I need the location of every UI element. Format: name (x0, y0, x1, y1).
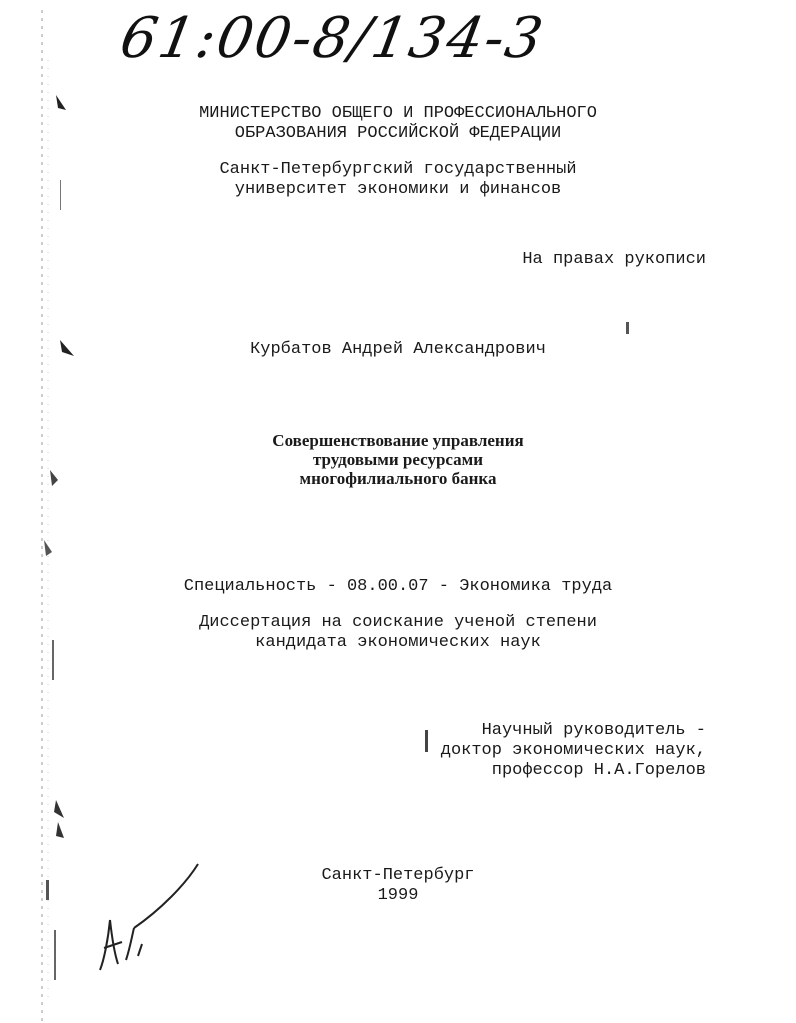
scan-mark (626, 322, 629, 334)
title-line-3: многофилиального банка (299, 469, 497, 488)
year: 1999 (377, 886, 419, 905)
ministry-line-2: ОБРАЗОВАНИЯ РОССИЙСКОЙ ФЕДЕРАЦИИ (234, 124, 562, 143)
ministry-line-1: МИНИСТЕРСТВО ОБЩЕГО И ПРОФЕССИОНАЛЬНОГО (199, 104, 597, 123)
scan-mark (425, 730, 428, 752)
degree-line-2: кандидата экономических наук (255, 633, 541, 652)
university-line-2: университет экономики и финансов (234, 180, 562, 199)
specialty: Специальность - 08.00.07 - Экономика труда (183, 577, 613, 596)
supervisor-line-2: доктор экономических наук, (440, 741, 706, 760)
city: Санкт-Петербург (321, 866, 475, 885)
author-name: Курбатов Андрей Александрович (250, 340, 546, 359)
supervisor-line-1: Научный руководитель - (481, 721, 706, 740)
title-line-1: Совершенствование управления (272, 431, 524, 450)
degree-line-1: Диссертация на соискание ученой степени (199, 613, 597, 632)
university-line-1: Санкт-Петербургский государственный (219, 160, 577, 179)
manuscript-note: На правах рукописи (522, 250, 706, 269)
supervisor-line-3: профессор Н.А.Горелов (491, 761, 706, 780)
handwritten-signature (90, 860, 220, 990)
title-line-2: трудовыми ресурсами (312, 450, 484, 469)
handwritten-archive-number: 61:00-8/134-3 (115, 6, 550, 71)
